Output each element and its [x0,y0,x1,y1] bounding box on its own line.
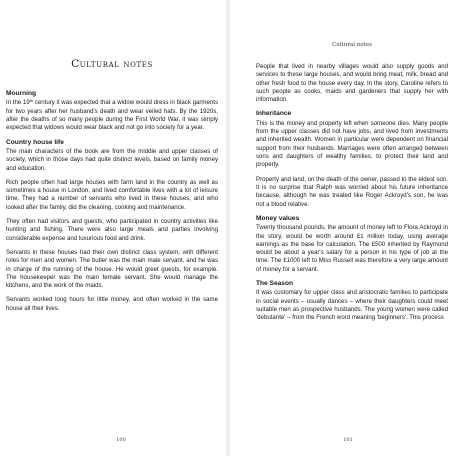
inheritance-paragraph-2: Property and land, on the death of the owner, passed to the eldest son. It is no surprise that Ralph was worried about his future inheritance because, although he was treated like Roger Ackroyd's son, he was not a blood relative. [256,175,448,208]
running-head: Cultural notes [332,42,372,48]
section-heading-inheritance: Inheritance [256,110,292,118]
right-page [228,0,456,456]
country-house-paragraph-3: They often had visitors and guests, who participated in country activities like hunting and fishing. There were also large meals and parties involving considerable expense and luxurious food and drink. [6,218,218,242]
section-heading-mourning: Mourning [6,90,37,97]
intro-paragraph: People that lived in nearby villages would also supply goods and services to these large houses, and would bring meat, milk, bread and other fresh food to the house every day. In the story, Caroline refers to such people as cooks, maids and gardeners that supply her with information. [256,63,448,104]
the-season-paragraph: It was customary for upper class and aristocratic families to participate in social events – usually dances – where their daughters could meet suitable men as prospective husbands. The young women were called 'debutante' – from the French word meaning 'beginners'. This process [256,289,448,322]
section-heading-country-house-life: Country house life [6,138,64,146]
section-heading-money-values: Money values [256,214,300,222]
money-values-paragraph: Twenty thousand pounds, the amount of money left to Flora Ackroyd in the story, would be worth around £1 million today, using average earnings as the base for calculation. The £500 inherited by Raymond would be about a year's salary for a person in his type of job at the time. The £1000 left to Miss Russell was therefore a very large amount of money for a servant. [256,224,448,273]
section-heading-the-season: The Season [256,280,294,288]
inheritance-paragraph-1: This is the money and property left when someone dies. Many people from the upper classes did not have jobs, and lived from investments and inherited wealth. Women in particular were dependent on financial support from their husbands. Marriages were often arranged between sons and daughters of wealthy families, to protect their land and property. [256,119,448,169]
page-number: 100 [116,437,126,443]
page-title: Cultural notes [71,58,153,70]
country-house-paragraph-2: Rich people often had large houses with farm land in the country as well as sometimes a house in London, and lived comfortable lives with a lot of leisure time. They had a number of servants who lived in these houses, and who looked after the family, did the cleaning, cooking and maintenance. [6,178,218,211]
country-house-paragraph-5: Servants worked long hours for little money, and often worked in the same house all their lives. [6,296,218,312]
country-house-paragraph-1: The main characters of the book are from the middle and upper classes of society, which in those days had quite distinct levels, based on family money and education. [6,148,218,172]
page-number: 101 [343,437,353,443]
mourning-paragraph: In the 19th century it was expected that a widow would dress in black garments for two years after her husband's death and wear veiled hats. By the 1920s, after the deaths of so many people during the First World War, it was simply expected that widows would wear black and not go into society for a year. [6,98,218,132]
country-house-paragraph-4: Servants in these houses had their own distinct class system, with different roles for men and women. The butler was the main male servant, and he was in charge of the running of the house. He would greet guests, for example. The housekeeper was the main female servant. She would manage the kitchens, and the work of the maids. [6,248,218,290]
